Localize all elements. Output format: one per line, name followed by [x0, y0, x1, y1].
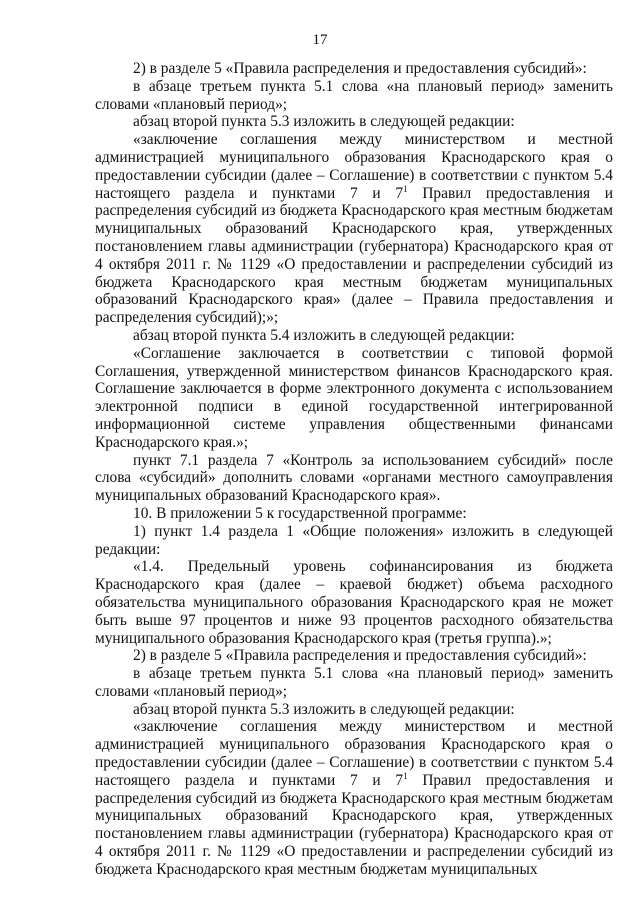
paragraph-text: «заключение соглашения между министерством и местной администрацией муниципального образования Краснодарского края о предоставлении субсидии (далее – Соглашение) в соответствии с пунктом 5.4 настоящего раздела и пунктами 7 и 7 [95, 131, 613, 202]
paragraph: абзац второй пункта 5.4 изложить в следующей редакции: [133, 326, 515, 344]
paragraph: 1) пункт 1.4 раздела 1 «Общие положения» изложить в следующей редакции: [95, 522, 613, 558]
document-body [95, 60, 613, 879]
paragraph: абзац второй пункта 5.3 изложить в следующей редакции: [133, 113, 515, 131]
paragraph-text: «заключение соглашения между министерством и местной администрацией муниципального образования Краснодарского края о предоставлении субсидии (далее – Соглашение) в соответствии с пунктом 5.4 настоящего раздела и пунктами 7 и 7 [95, 718, 613, 789]
paragraph [95, 718, 613, 878]
paragraph: в абзаце третьем пункта 5.1 слова «на плановый период» заменить словами «плановый период»; [95, 665, 613, 700]
paragraph: «Соглашение заключается в соответствии с типовой формой Соглашения, утвержденной министерством финансов Краснодарского края. Соглашение заключается в форме электронного документа с использованием электронной подписи в единой государственной интегрированной информационной системе управления общественными финансами Краснодарского края.»; [95, 344, 613, 451]
paragraph: 2) в разделе 5 «Правила распределения и предоставления субсидий»: [133, 647, 587, 665]
page-number: 17 [312, 32, 328, 48]
paragraph: в абзаце третьем пункта 5.1 слова «на плановый период» заменить словами «плановый период»; [95, 77, 613, 113]
paragraph-text: Правил предоставления и распределения субсидий из бюджета Краснодарского края местным бюджетам муниципальных образований Краснодарского края, утвержденных постановлением главы администрации (губернатора) Краснодарского края от 4 октября 2011 г. № 1129 «О предоставлении и распределении субсидий из бюджета Краснодарского края местным бюджетам муниципальных образований Краснодарского края» (далее – Правила предоставления и распределения субсидий);»; [95, 184, 614, 327]
paragraph: 2) в разделе 5 «Правила распределения и предоставления субсидий»: [133, 60, 587, 77]
superscript: 1 [403, 770, 408, 781]
superscript: 1 [403, 183, 408, 194]
paragraph: 10. В приложении 5 к государственной программе: [133, 504, 467, 522]
paragraph-text: Правил предоставления и распределения субсидий из бюджета Краснодарского края местным бюджетам муниципальных образований Краснодарского края, утвержденных постановлением главы администрации (губернатора) Краснодарского края от 4 октября 2011 г. № 1129 «О предоставлении и распределении субсидий из бюджета Краснодарского края местным бюджетам муниципальных [95, 771, 614, 878]
paragraph [95, 131, 613, 327]
paragraph: «1.4. Предельный уровень софинансирования из бюджета Краснодарского края (далее – краевой бюджет) объема расходного обязательства муниципального образования Краснодарского края не может быть выше 97 процентов и ниже 93 процентов расходного обязательства муниципального образования Краснодарского края (третья группа).»; [95, 558, 613, 647]
paragraph: абзац второй пункта 5.3 изложить в следующей редакции: [133, 700, 515, 718]
paragraph: пункт 7.1 раздела 7 «Контроль за использованием субсидий» после слова «субсидий» дополнить словами «органами местного самоуправления муниципальных образований Краснодарского края». [95, 451, 613, 505]
